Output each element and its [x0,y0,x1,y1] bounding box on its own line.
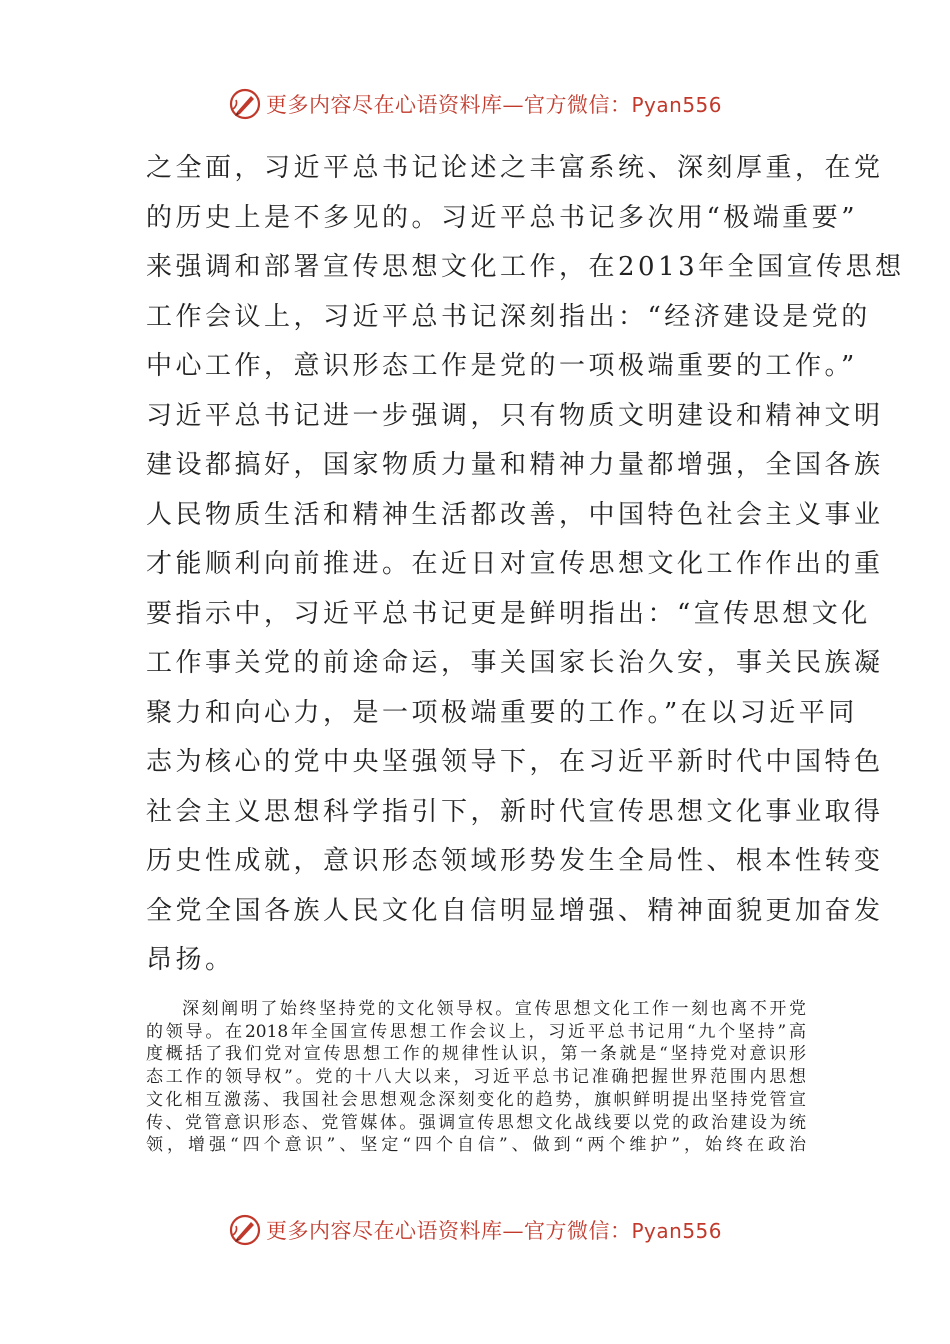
header-watermark-text [266,89,722,119]
secondary-line: 传、党管意识形态、党管媒体。强调宣传思想文化战线要以党的政治建设为统 [146,1112,806,1133]
main-line: 之全面，习近平总书记论述之丰富系统、深刻厚重，在党 [146,153,884,183]
pen-circle-logo-icon [228,1213,262,1247]
main-line: 工作事关党的前途命运，事关国家长治久安，事关民族凝 [146,648,884,678]
secondary-line: 深刻阐明了始终坚持党的文化领导权。宣传思想文化工作一刻也离不开党 [182,999,806,1019]
main-line: 建设都搞好，国家物质力量和精神力量都增强，全国各族 [146,450,884,480]
main-line: 社会主义思想科学指引下，新时代宣传思想文化事业取得 [146,796,884,827]
header-watermark-label: 更多内容尽在心语资料库—官方微信： [266,93,632,117]
secondary-line: 领，增强“四个意识”、坚定“四个自信”、做到“两个维护”，始终在政治 [146,1135,806,1156]
main-line: 人民物质生活和精神生活都改善，中国特色社会主义事业 [146,499,884,530]
footer-wechat-id: Pyan556 [631,1219,723,1243]
footer-watermark-label: 更多内容尽在心语资料库—官方微信： [266,1219,632,1243]
secondary-line: 的领导。在2018年全国宣传思想工作会议上，习近平总书记用“九个坚持”高 [146,1021,806,1042]
main-line: 中心工作，意识形态工作是党的一项极端重要的工作。” [146,351,858,381]
main-line: 要指示中，习近平总书记更是鲜明指出：“宣传思想文化 [146,598,871,629]
main-line: 工作会议上，习近平总书记深刻指出：“经济建设是党的 [146,301,871,332]
main-line: 习近平总书记进一步强调，只有物质文明建设和精神文明 [146,400,884,431]
main-line: 才能顺利向前推进。在近日对宣传思想文化工作作出的重 [146,549,884,579]
footer-watermark-text [266,1215,722,1245]
main-line: 来强调和部署宣传思想文化工作，在2013年全国宣传思想 [146,252,905,282]
secondary-line: 文化相互激荡、我国社会思想观念深刻变化的趋势，旗帜鲜明提出坚持党管宣 [146,1089,806,1110]
header-wechat-id: Pyan556 [631,93,723,117]
main-line: 历史性成就，意识形态领域形势发生全局性、根本性转变 [146,846,884,876]
secondary-paragraph [146,998,806,1157]
pen-circle-logo-icon [228,87,262,121]
main-paragraph [146,144,905,986]
main-line: 全党全国各族人民文化自信明显增强、精神面貌更加奋发 [146,895,884,926]
header-watermark [228,82,748,126]
main-line: 的历史上是不多见的。习近平总书记多次用“极端重要” [146,202,859,233]
secondary-line: 态工作的领导权”。党的十八大以来，习近平总书记准确把握世界范围内思想 [146,1067,806,1088]
main-line: 志为核心的党中央坚强领导下，在习近平新时代中国特色 [146,747,884,777]
footer-watermark [228,1208,748,1252]
main-line: 昂扬。 [146,945,235,975]
main-line: 聚力和向心力，是一项极端重要的工作。”在以习近平同 [146,697,858,728]
secondary-line: 度概括了我们党对宣传思想工作的规律性认识，第一条就是“坚持党对意识形 [146,1044,806,1065]
